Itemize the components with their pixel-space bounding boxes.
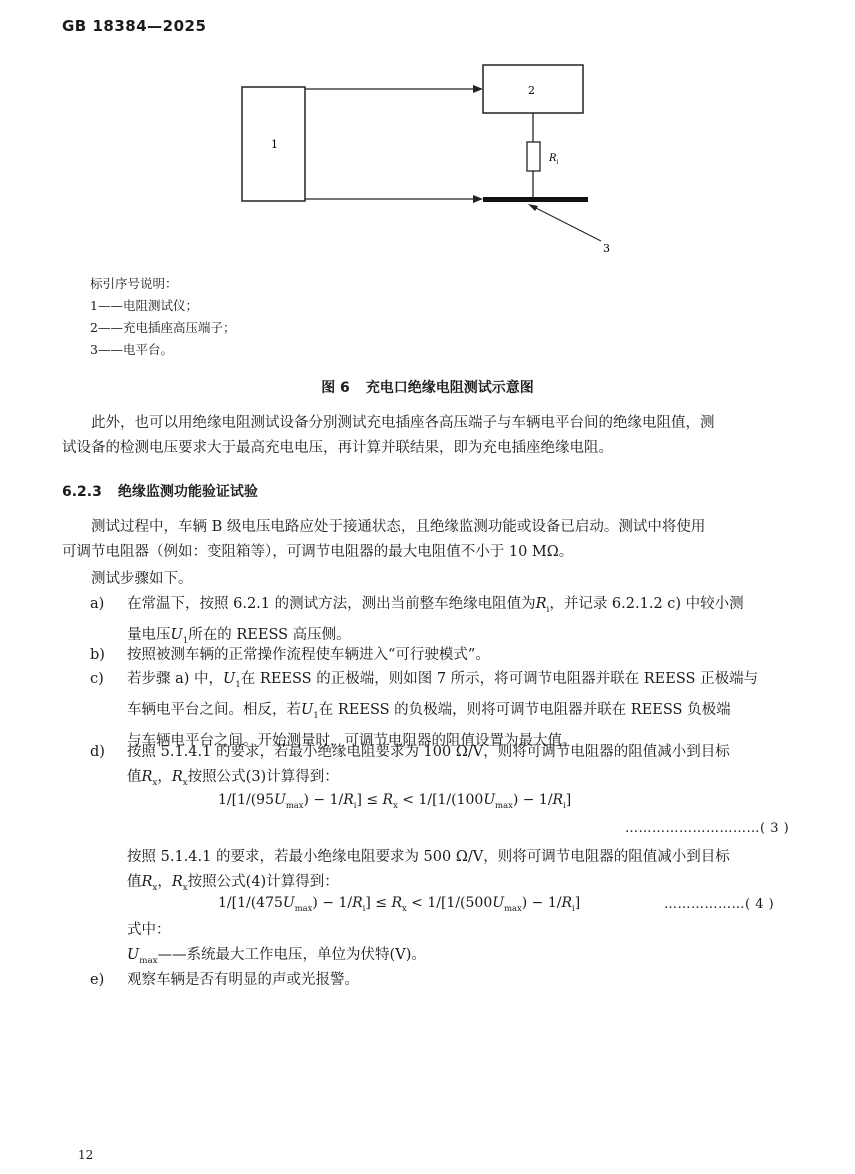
insulation-test-diagram bbox=[235, 55, 615, 265]
step-label: a) bbox=[90, 596, 105, 612]
paragraph-line: 测试过程中，车辆 B 级电压电路应处于接通状态，且绝缘监测功能或设备已启动。测试中将使用 bbox=[91, 519, 706, 535]
pointer-label: 3 bbox=[603, 242, 610, 255]
step-text: 观察车辆是否有明显的声或光报警。 bbox=[127, 972, 359, 988]
step-label: c) bbox=[90, 671, 104, 687]
where-label: 式中： bbox=[127, 922, 171, 938]
electrical-platform-bar bbox=[483, 197, 588, 202]
legend-item: 1——电阻测试仪； bbox=[90, 298, 198, 313]
formula-3-number: …………………………( 3 ) bbox=[625, 821, 790, 836]
legend-item: 2——充电插座高压端子； bbox=[90, 320, 236, 335]
caption-text: 充电口绝缘电阻测试示意图 bbox=[365, 380, 534, 396]
resistor-label: $R_i$ bbox=[549, 153, 559, 166]
step-label: b) bbox=[90, 647, 105, 663]
formula-3: $1/[1/(95U_{max}) - 1/R_i] \le R_x < 1/[1/(100U_{max}) - 1/R_i]$ bbox=[218, 792, 572, 810]
section-title: 绝缘监测功能验证试验 bbox=[117, 484, 258, 500]
step-label: e) bbox=[90, 972, 105, 988]
top-arrow bbox=[473, 85, 483, 93]
document-header: GB 18384—2025 bbox=[62, 17, 207, 35]
step-text: 若步骤 a) 中，$U_1$在 REESS 的正极端，则如图 7 所示，将可调节电阻器并联在 REESS 正极端与 车辆电平台之间。相反，若$U_1$在 REESS 的负极端，则将可调节电阻器并联在 REESS 负极端 与车辆电平台之间。开始测量时，可调节电阻器的阻值设置为最大值。 bbox=[127, 671, 759, 749]
step-text: 在常温下，按照 6.2.1 的测试方法，测出当前整车绝缘电阻值为$R_i$，并记录 6.2.1.2 c) 中较小测 量电压$U_1$所在的 REESS 高压侧。 bbox=[127, 596, 744, 646]
page-number: 12 bbox=[78, 1148, 94, 1162]
paragraph-line: 此外，也可以用绝缘电阻测试设备分别测试充电插座各高压端子与车辆电平台间的绝缘电阻值，测 bbox=[91, 415, 715, 431]
section-number: 6.2.3 bbox=[62, 484, 102, 500]
legend-title: 标引序号说明： bbox=[90, 276, 178, 291]
paragraph-line: 试设备的检测电压要求大于最高充电电压，再计算并联结果，即为充电插座绝缘电阻。 bbox=[62, 440, 613, 456]
step-text: 按照 5.1.4.1 的要求，若最小绝缘电阻要求为 500 Ω/V，则将可调节电阻器的阻值减小到目标 值$R_x$，$R_x$按照公式(4)计算得到： bbox=[127, 849, 730, 893]
caption-number: 图 6 bbox=[321, 380, 350, 396]
pointer-line bbox=[530, 205, 601, 241]
section-heading bbox=[62, 481, 258, 501]
pointer-arrowhead bbox=[528, 204, 538, 211]
formula-4: $1/[1/(475U_{max}) - 1/R_i] \le R_x < 1/[1/(500U_{max}) - 1/R_i]$ bbox=[218, 895, 581, 913]
formula-4-number: ………………( 4 ) bbox=[664, 897, 775, 912]
step-label: d) bbox=[90, 744, 105, 760]
paragraph-test-conditions bbox=[62, 515, 797, 565]
bottom-arrow bbox=[473, 195, 483, 203]
box1-label: 1 bbox=[271, 138, 278, 151]
umax-definition: $U_{max}——$系统最大工作电压，单位为伏特(V)。 bbox=[127, 947, 426, 966]
step-b bbox=[90, 643, 798, 668]
step-c bbox=[90, 667, 798, 749]
paragraph-alternative-method bbox=[62, 411, 797, 461]
step-e bbox=[90, 968, 798, 993]
figure-legend bbox=[90, 273, 235, 361]
steps-intro: 测试步骤如下。 bbox=[91, 571, 193, 587]
step-text: 按照 5.1.4.1 的要求，若最小绝缘电阻要求为 100 Ω/V，则将可调节电阻器的阻值减小到目标 值$R_x$，$R_x$按照公式(3)计算得到： bbox=[127, 744, 730, 788]
step-d-continued bbox=[90, 845, 798, 895]
formula-where bbox=[90, 918, 798, 968]
resistor-symbol bbox=[527, 142, 540, 171]
legend-item: 3——电平台。 bbox=[90, 342, 173, 357]
step-a bbox=[90, 592, 798, 646]
box2-label: 2 bbox=[528, 84, 535, 97]
paragraph-line: 可调节电阻器（例如：变阻箱等），可调节电阻器的最大电阻值不小于 10 MΩ。 bbox=[62, 544, 574, 560]
step-text: 按照被测车辆的正常操作流程使车辆进入“可行驶模式”。 bbox=[127, 647, 490, 663]
figure-caption bbox=[0, 377, 855, 397]
